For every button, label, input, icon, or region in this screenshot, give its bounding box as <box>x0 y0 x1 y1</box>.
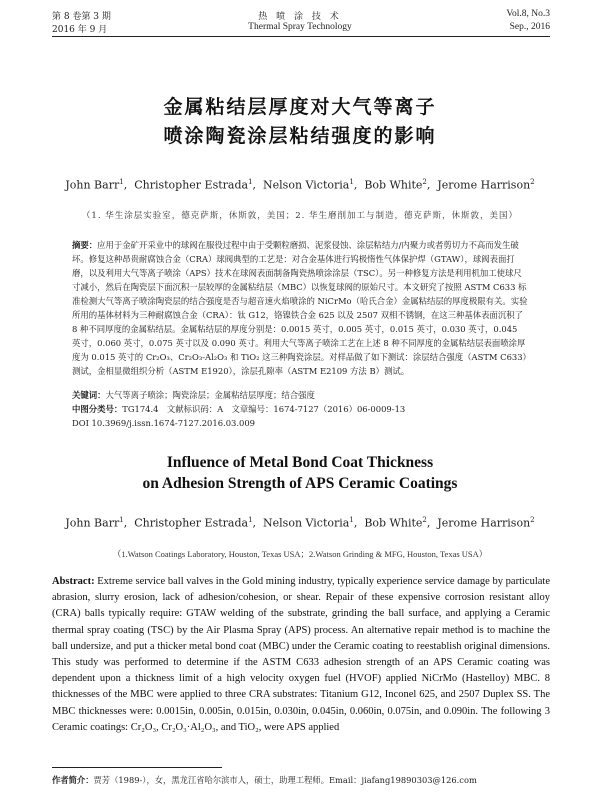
volume-en: Vol.8, No.3 <box>506 9 550 19</box>
footnote <box>52 774 550 786</box>
author-name: John Barr <box>65 178 120 192</box>
author-name: Christopher Estrada <box>134 516 249 530</box>
author-affil-mark: 2 <box>422 516 427 524</box>
author-name: Christopher Estrada <box>134 178 249 192</box>
abstract-cn-label: 摘要： <box>72 240 98 250</box>
author-name: Jerome Harrison <box>437 516 531 530</box>
author-affil-mark: 1 <box>119 178 124 186</box>
authors-en: John Barr$^1$, Christopher Estrada$^1$, Nelson Victoria$^1$, Bob White$^2$, Jerome Harrison$^2$ <box>65 516 535 530</box>
title-en-line-2: on Adhesion Strength of APS Ceramic Coatings <box>142 475 458 492</box>
author-name: Jerome Harrison <box>437 178 531 192</box>
footnote-rule <box>52 767 222 768</box>
journal-name-cn: 热 喷 涂 技 术 <box>258 12 342 22</box>
classification-cn <box>72 402 528 416</box>
keywords-cn <box>72 388 528 402</box>
abstract-cn <box>72 238 528 378</box>
author-affil-mark: 2 <box>530 178 535 186</box>
author-affil-mark: 1 <box>349 178 354 186</box>
volume-cn: 第 8 卷第 3 期 <box>52 12 111 22</box>
title-en-line-1: Influence of Metal Bond Coat Thickness <box>166 454 434 471</box>
author-affil-mark: 2 <box>422 178 427 186</box>
affiliation-cn: （1. 华生涂层实验室，德克萨斯，休斯敦，美国；2. 华生磨削加工与制造，德克萨斯，休斯敦，美国） <box>81 211 519 221</box>
affiliation-en: （1.Watson Coatings Laboratory, Houston, Texas USA；2.Watson Grinding & MFG, Houston, Texas USA） <box>112 549 488 559</box>
author-affil-mark: 1 <box>248 178 253 186</box>
author-affil-mark: 1 <box>119 516 124 524</box>
classification-cn-text: TG174.4 文献标识码：A 文章编号：1674-7127（2016）06-0009-13 <box>122 404 406 414</box>
author-affil-mark: 1 <box>248 516 253 524</box>
author-name: Bob White <box>364 516 423 530</box>
author-name: Bob White <box>364 178 423 192</box>
author-affil-mark: 1 <box>349 516 354 524</box>
classification-cn-label: 中图分类号： <box>72 404 123 414</box>
date-en: Sep., 2016 <box>509 22 550 32</box>
footnote-label: 作者简介： <box>52 775 94 785</box>
title-cn-line-2: 喷涂陶瓷涂层粘结强度的影响 <box>163 125 437 147</box>
abstract-en-label: Abstract: <box>52 576 95 587</box>
abstract-en-text: Extreme service ball valves in the Gold mining industry, typically experience service damage by particulate abrasion, slurry erosion, lack of adhesion/cohesion, or shear. Repair of these expensive corrosion resistant alloy (CRA) balls typically require: GTAW welding of the substrate, grinding the ball surface, and applying a Ceramic thermal spray coating (TSC) by the Air Plasma Spray (APS) process. An alternative repair method is to machine the ball undersize, and put a thicker metal bond coat (MBC) under the Ceramic coating to reestablish original dimensions. This study was performed to determine if the ASTM C633 adhesion strength of an APS Ceramic coating was dependent upon a thickness limit of a high velocity oxygen fuel (HVOF) applied NiCrMo (Hastelloy) MBC. 8 thicknesses of the MBC were applied to three CRA substrates: Titanium G12, Inconel 625, and 2507 Duplex SS. The MBC thicknesses were: 0.0015in, 0.005in, 0.015in, 0.030in, 0.045in, 0.060in, 0.075in, and 0.090in. The following 3 Ceramic coatings: Cr₂O₃, Cr₂O₃·Al₂O₃, and TiO₂, were APS applied <box>52 576 550 733</box>
keywords-cn-text: 大气等离子喷涂；陶瓷涂层；金属粘结层厚度；结合强度 <box>105 390 315 400</box>
author-name: John Barr <box>65 516 120 530</box>
date-cn: 2016 年 9 月 <box>52 25 108 35</box>
author-affil-mark: 2 <box>530 516 535 524</box>
header-rule <box>52 36 550 37</box>
title-cn-line-1: 金属粘结层厚度对大气等离子 <box>163 96 437 118</box>
author-name: Nelson Victoria <box>263 516 350 530</box>
authors-cn: John Barr$^1$, Christopher Estrada$^1$, Nelson Victoria$^1$, Bob White$^2$, Jerome Harrison$^2$ <box>65 178 535 192</box>
abstract-en <box>52 574 550 736</box>
footnote-text: 贾芳（1989-），女，黑龙江省哈尔滨市人，硕士，助理工程师。Email：jiafang19890303@126.com <box>93 775 477 785</box>
abstract-cn-text: 应用于金矿开采业中的球阀在服役过程中由于受颗粒磨损、泥浆侵蚀、涂层粘结力/内聚力或者剪切力不高而发生破坏。修复这种昂贵耐腐蚀合金（CRA）球阀典型的工艺是：对合金基体进行钨极惰性气体保护焊（GTAW），球阀表面打磨，以及利用大气等离子喷涂（APS）技术在球阀表面制备陶瓷热喷涂涂层（TSC）。另一种修复方法是利用机加工使球尺寸减小，然后在陶瓷层下面沉积一层较厚的金属粘结层（MBC）以恢复球阀的原始尺寸。本文研究了按照 ASTM C633 标准检测大气等离子喷涂陶瓷层的结合强度是否与超音速火焰喷涂的 NiCrMo（哈氏合金）金属粘结层的厚度极限有关。实验所用的基体材料为三种耐腐蚀合金（CRA）：钛 G12，铬镍铁合金 625 以及 2507 双相不锈钢，在这三种基体表面沉积了 8 种不同厚度的金属粘结层。金属粘结层的厚度分别是：0.0015 英寸，0.005 英寸，0.015 英寸，0.030 英寸，0.045 英寸，0.060 英寸，0.075 英寸以及 0.090 英寸。利用大气等离子喷涂工艺在上述 8 种不同厚度的金属粘结层表面喷涂厚度为 0.015 英寸的 Cr₂O₃、Cr₂O₃-Al₂O₃ 和 TiO₂ 这三种陶瓷涂层。对样品做了如下测试：涂层结合强度（ASTM C633）测试，金相显微组织分析（ASTM E1920），涂层孔隙率（ASTM E2109 方法 B）测试。 <box>72 240 528 376</box>
doi: DOI 10.3969/j.issn.1674-7127.2016.03.009 <box>72 418 255 428</box>
keywords-cn-label: 关键词： <box>72 390 106 400</box>
author-name: Nelson Victoria <box>263 178 350 192</box>
journal-name-en: Thermal Spray Technology <box>248 22 352 32</box>
